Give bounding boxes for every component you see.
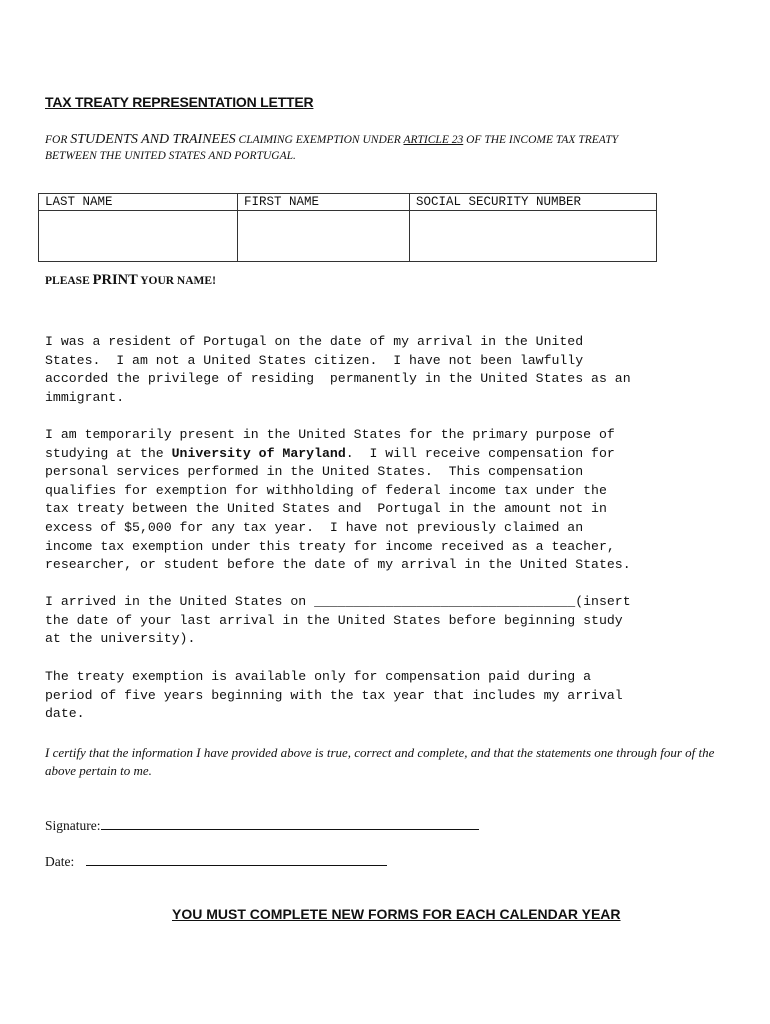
last-name-field[interactable] — [39, 211, 238, 262]
signature-line[interactable] — [101, 817, 479, 830]
first-name-field[interactable] — [238, 211, 410, 262]
intro-for: FOR — [45, 134, 71, 146]
p2-line2c: . I will receive compensation for — [345, 445, 615, 461]
paragraph-arrival-date: I arrived in the United States on _________________________________(insert the date of your last arrival in the United States before beginning study at the university). — [45, 594, 631, 647]
print-name-note — [45, 272, 216, 289]
paragraph-residency: I was a resident of Portugal on the date of my arrival in the United States. I am not a United States citizen. I have not been lawfully accorded the privilege of residing permanently in the United States as an immigrant. — [45, 334, 631, 405]
intro-students: STUDENTS AND TRAINEES — [70, 132, 236, 147]
certification-statement: I certify that the information I have provided above is true, correct and complete, and that the statements one through four of the above pertain to me. — [45, 745, 715, 778]
intro-text — [45, 132, 725, 164]
date-label: Date: — [45, 854, 75, 869]
last-name-header: LAST NAME — [39, 194, 238, 211]
ssn-field[interactable] — [410, 211, 657, 262]
ssn-header: SOCIAL SECURITY NUMBER — [410, 194, 657, 211]
please-pre: PLEASE — [45, 275, 93, 287]
p2-line1: I am temporarily present in the United States for the primary purpose of — [45, 427, 615, 442]
signature-label: Signature: — [45, 818, 101, 833]
please-post: YOUR NAME! — [137, 275, 216, 287]
university-name: University of Maryland — [171, 445, 346, 461]
date-row — [45, 853, 387, 870]
first-name-header: FIRST NAME — [238, 194, 410, 211]
intro-rest2: BETWEEN THE UNITED STATES AND PORTUGAL. — [45, 150, 296, 162]
name-table — [38, 193, 657, 262]
date-line[interactable] — [86, 853, 387, 866]
name-table-entry-row — [39, 211, 657, 262]
signature-row — [45, 817, 479, 834]
footer-notice: YOU MUST COMPLETE NEW FORMS FOR EACH CALENDAR YEAR — [172, 906, 621, 922]
intro-rest1: OF THE INCOME TAX TREATY — [463, 134, 619, 146]
p2-rest: personal services performed in the United States. This compensation qualifies for exemption for withholding of federal income tax under the tax treaty between the United States and Portugal in the amount not in excess of $5,000 for any tax year. I have not previously claimed an income tax exemption under this treaty for income received as a teacher, researcher, or student before the date of my arrival in the United States. — [45, 464, 631, 573]
p2-line2a: studying at the — [45, 445, 172, 461]
name-table-header — [39, 194, 657, 211]
intro-claiming: CLAIMING EXEMPTION UNDER — [235, 134, 404, 146]
document-title: TAX TREATY REPRESENTATION LETTER — [45, 94, 314, 110]
paragraph-exemption-period: The treaty exemption is available only for compensation paid during a period of five years beginning with the tax year that includes my arrival date. — [45, 669, 623, 722]
intro-article: ARTICLE 23 — [403, 134, 464, 146]
paragraph-purpose — [45, 426, 735, 575]
please-print: PRINT — [92, 272, 138, 288]
